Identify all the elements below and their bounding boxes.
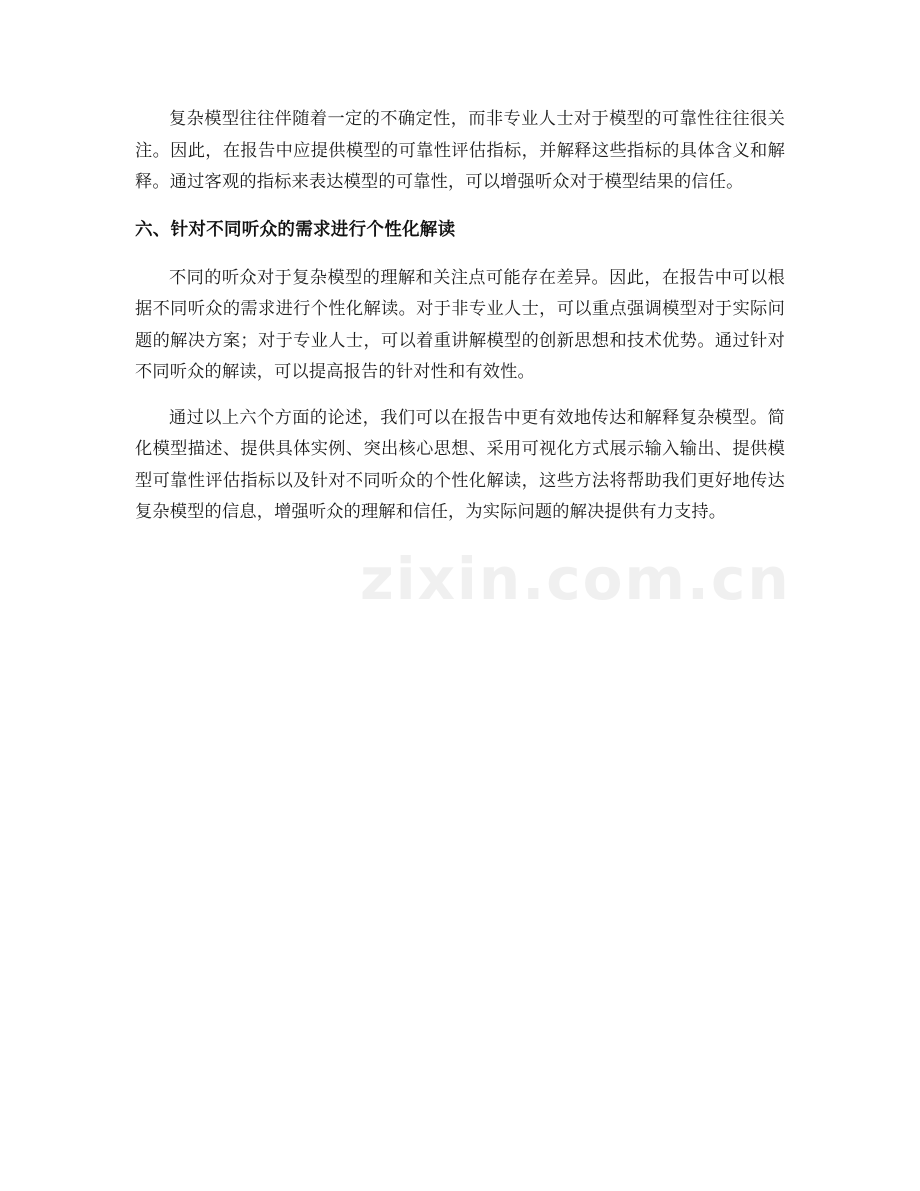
section-heading: 六、针对不同听众的需求进行个性化解读 — [135, 219, 456, 240]
paragraph-conclusion: 通过以上六个方面的论述，我们可以在报告中更有效地传达和解释复杂模型。简化模型描述、提供具体实例、突出核心思想、采用可视化方式展示输入输出、提供模型可靠性评估指标以及针对不同听众的个性化解读，这些方法将帮助我们更好地传达复杂模型的信息，增强听众的理解和信任，为实际问题的解决提供有力支持。 — [135, 407, 785, 522]
paragraph-reliability: 复杂模型往往伴随着一定的不确定性，而非专业人士对于模型的可靠性往往很关注。因此，在报告中应提供模型的可靠性评估指标，并解释这些指标的具体含义和解释。通过客观的指标来表达模型的可靠性，可以增强听众对于模型结果的信任。 — [135, 109, 785, 192]
paragraph-audience: 不同的听众对于复杂模型的理解和关注点可能存在差异。因此，在报告中可以根据不同听众的需求进行个性化解读。对于非专业人士，可以重点强调模型对于实际问题的解决方案；对于专业人士，可以着重讲解模型的创新思想和技术优势。通过针对不同听众的解读，可以提高报告的针对性和有效性。 — [135, 267, 785, 382]
watermark: zixin.com.cn — [360, 545, 791, 613]
document-body — [135, 104, 785, 543]
